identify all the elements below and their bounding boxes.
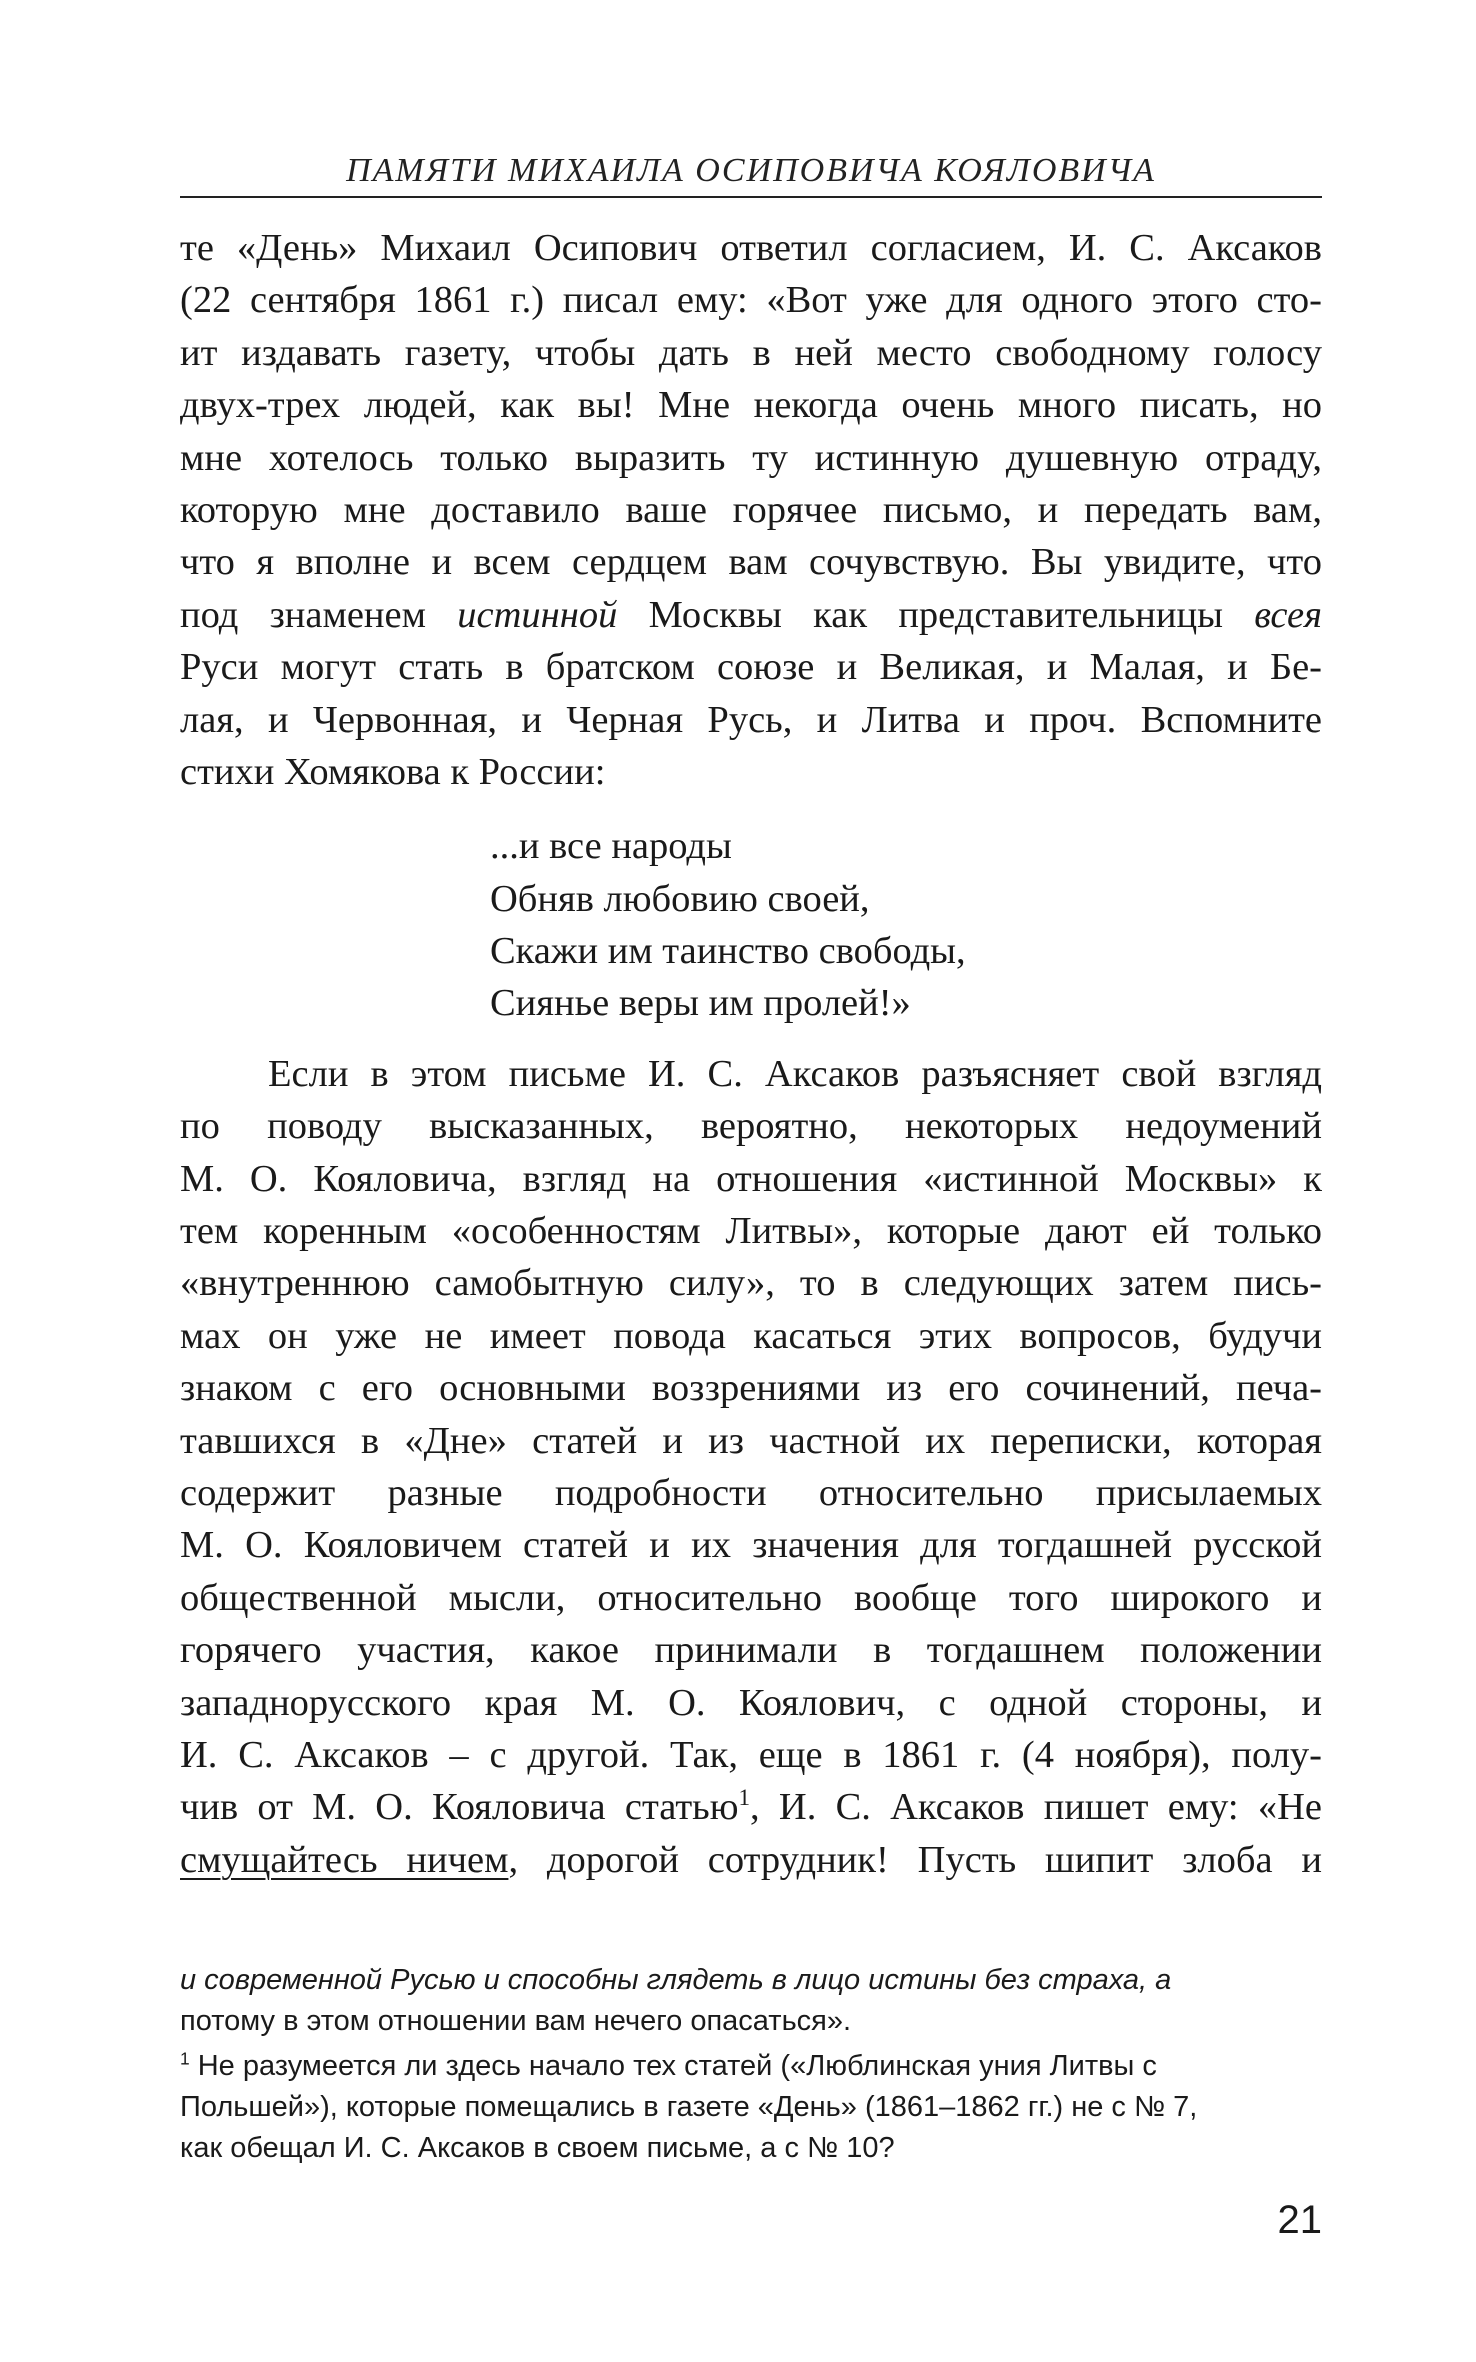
footnote-line: потому в этом отношении вам нечего опасаться». — [180, 2005, 852, 2037]
text-line: «внутреннюю самобытную силу», то в следующих затем пись- — [180, 1262, 1322, 1305]
paragraph-1 — [180, 222, 1322, 798]
footnote-marker: 1 — [180, 2048, 190, 2069]
text-line: ит издавать газету, чтобы дать в ней место свободному голосу — [180, 331, 1322, 374]
text-line: мах он уже не имеет повода касаться этих вопросов, будучи — [180, 1314, 1322, 1357]
paragraph-2 — [180, 1048, 1322, 1886]
text-line: М. О. Кояловича, взгляд на отношения «истинной Москвы» к — [180, 1157, 1322, 1200]
footnote-line: и современной Русью и способны глядеть в лицо истины без страха, а — [180, 1964, 1172, 1996]
text-line: стихи Хомякова к России: — [180, 750, 606, 793]
verse-line: Сиянье веры им пролей!» — [490, 982, 911, 1025]
text-line: содержит разные подробности относительно присылаемых — [180, 1471, 1322, 1514]
main-text — [180, 222, 1322, 1886]
text-line: западнорусского края М. О. Коялович, с одной стороны, и — [180, 1681, 1322, 1724]
text-line: те «День» Михаил Осипович ответил согласием, И. С. Аксаков — [180, 227, 1322, 269]
text-line — [180, 589, 1322, 641]
text-line — [180, 1834, 1322, 1886]
spacer — [180, 1030, 1322, 1048]
text-line: Руси могут стать в братском союзе и Великая, и Малая, и Бе- — [180, 646, 1322, 689]
footnote-line: как обещал И. С. Аксаков в своем письме, а с № 10? — [180, 2132, 895, 2164]
underlined-text: смущайтесь ничем — [180, 1838, 509, 1881]
footnote-ref[interactable]: 1 — [738, 1784, 751, 1811]
text-line: общественной мысли, относительно вообще того широкого и — [180, 1576, 1322, 1619]
text-line: лая, и Червонная, и Черная Русь, и Литва и проч. Вспомните — [180, 698, 1322, 741]
text-line: М. О. Кояловичем статей и их значения для тогдашней русской — [180, 1524, 1322, 1567]
emphasis-text: всея — [1254, 593, 1322, 636]
text-line: (22 сентября 1861 г.) писал ему: «Вот уже для одного этого сто- — [180, 279, 1322, 322]
text-line: которую мне доставило ваше горячее письмо, и передать вам, — [180, 488, 1322, 531]
text-segment: Москвы как представительницы — [617, 593, 1255, 636]
footnote-continuation — [180, 1960, 1322, 2042]
text-segment: чив от М. О. Кояловича статью — [180, 1786, 739, 1829]
verse-quote — [180, 820, 1322, 1030]
text-line: мне хотелось только выразить ту истинную душевную отраду, — [180, 436, 1322, 479]
text-line — [180, 1781, 1322, 1833]
text-line: по поводу высказанных, вероятно, некоторых недоумений — [180, 1105, 1322, 1148]
text-line: тавшихся в «Дне» статей и из частной их переписки, которая — [180, 1419, 1322, 1462]
text-line: горячего участия, какое принимали в тогдашнем положении — [180, 1629, 1322, 1672]
text-line: Если в этом письме И. С. Аксаков разъясняет свой взгляд — [268, 1052, 1322, 1095]
text-line: знаком с его основными воззрениями из его сочинений, печа- — [180, 1367, 1322, 1410]
footnote-line: Польшей»), которые помещались в газете «День» (1861–1862 гг.) не с № 7, — [180, 2091, 1198, 2123]
text-segment: , И. С. Аксаков пишет ему: «Не — [750, 1786, 1322, 1829]
footnote-1 — [180, 2046, 1322, 2169]
text-segment: Не разумеется ли здесь начало тех статей («Люблинская уния Литвы с — [189, 2050, 1157, 2082]
footnote-line — [180, 2046, 1322, 2087]
verse-line: Скажи им таинство свободы, — [490, 930, 966, 973]
text-segment: под знаменем — [180, 593, 458, 636]
spacer — [180, 798, 1322, 820]
text-line: что я вполне и всем сердцем вам сочувствую. Вы увидите, что — [180, 541, 1322, 584]
verse-line: ...и все народы — [490, 825, 732, 868]
page-number: 21 — [1277, 2198, 1322, 2242]
header-rule — [180, 196, 1322, 198]
running-header: ПАМЯТИ МИХАИЛА ОСИПОВИЧА КОЯЛОВИЧА — [346, 152, 1156, 189]
text-line: двух-трех людей, как вы! Мне некогда очень много писать, но — [180, 384, 1322, 427]
text-segment: , дорогой сотрудник! Пусть шипит злоба и — [508, 1838, 1323, 1881]
text-line: И. С. Аксаков – с другой. Так, еще в 1861 г. (4 ноября), полу- — [180, 1733, 1322, 1776]
verse-line: Обняв любовию своей, — [490, 877, 870, 920]
text-line: тем коренным «особенностям Литвы», которые дают ей только — [180, 1210, 1322, 1253]
emphasis-text: истинной — [457, 593, 618, 636]
